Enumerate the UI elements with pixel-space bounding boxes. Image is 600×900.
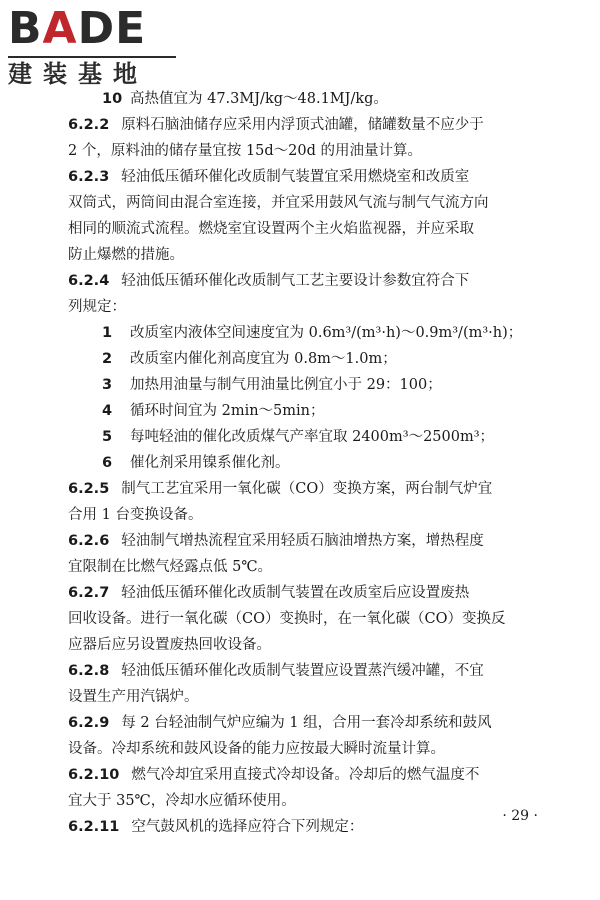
clause-line: [68, 528, 540, 554]
list-item: [68, 86, 540, 112]
clause-number: 6.2.4: [68, 273, 110, 289]
item-number: 2: [102, 351, 113, 367]
bade-logo: [6, 4, 176, 88]
list-item: [68, 372, 540, 398]
clause-line: [68, 476, 540, 502]
line-text: 宜大于 35℃，冷却水应循环使用。: [68, 793, 296, 809]
line-text: 2 个，原料油的储存量宜按 15d～20d 的用油量计算。: [68, 143, 423, 159]
line-text: 防止爆燃的措施。: [68, 247, 184, 263]
item-number: 10: [102, 91, 123, 107]
continuation-line: [68, 242, 540, 268]
continuation-line: [68, 190, 540, 216]
clause-number: 6.2.10: [68, 767, 120, 783]
continuation-line: [68, 684, 540, 710]
list-item: [68, 398, 540, 424]
line-text: 催化剂采用镍系催化剂。: [130, 455, 290, 471]
line-text: 轻油低压循环催化改质制气装置宜采用燃烧室和改质室: [121, 169, 470, 185]
logo-red-a: A: [42, 3, 78, 54]
clause-line: [68, 164, 540, 190]
page-number: · 29 ·: [502, 808, 538, 824]
item-number: 1: [102, 325, 113, 341]
line-text: 轻油制气增热流程宜采用轻质石脑油增热方案，增热程度: [121, 533, 484, 549]
line-text: 宜限制在比燃气烃露点低 5℃。: [68, 559, 273, 575]
line-text: 轻油低压循环催化改质制气装置应设置蒸汽缓冲罐，不宜: [121, 663, 484, 679]
logo-divider: [8, 56, 176, 58]
line-text: 高热值宜为 47.3MJ/kg～48.1MJ/kg。: [130, 91, 388, 107]
continuation-line: [68, 632, 540, 658]
continuation-line: [68, 138, 540, 164]
continuation-line: [68, 788, 540, 814]
line-text: 应器后应另设置废热回收设备。: [68, 637, 271, 653]
document-body: [68, 86, 540, 840]
line-text: 空气鼓风机的选择应符合下列规定：: [131, 819, 364, 835]
clause-number: 6.2.9: [68, 715, 110, 731]
clause-line: [68, 112, 540, 138]
continuation-line: [68, 606, 540, 632]
logo-wordmark: BADE: [8, 3, 147, 54]
list-item: [68, 346, 540, 372]
clause-line: [68, 762, 540, 788]
list-item: [68, 424, 540, 450]
clause-line: [68, 710, 540, 736]
line-text: 每吨轻油的催化改质煤气产率宜取 2400m³～2500m³；: [130, 429, 495, 445]
continuation-line: [68, 502, 540, 528]
item-number: 6: [102, 455, 113, 471]
line-text: 加热用油量与制气用油量比例宜小于 29：100；: [130, 377, 442, 393]
list-item: [68, 450, 540, 476]
clause-line: [68, 814, 540, 840]
clause-number: 6.2.3: [68, 169, 110, 185]
clause-number: 6.2.6: [68, 533, 110, 549]
line-text: 设置生产用汽锅炉。: [68, 689, 199, 705]
continuation-line: [68, 216, 540, 242]
clause-number: 6.2.7: [68, 585, 110, 601]
line-text: 每 2 台轻油制气炉应编为 1 组，合用一套冷却系统和鼓风: [121, 715, 492, 731]
line-text: 设备。冷却系统和鼓风设备的能力应按最大瞬时流量计算。: [68, 741, 445, 757]
item-number: 4: [102, 403, 113, 419]
clause-number: 6.2.2: [68, 117, 110, 133]
line-text: 双筒式，两筒间由混合室连接，并宜采用鼓风气流与制气气流方向: [68, 195, 489, 211]
clause-number: 6.2.5: [68, 481, 110, 497]
line-text: 回收设备。进行一氧化碳（CO）变换时，在一氧化碳（CO）变换反: [68, 611, 506, 627]
line-text: 改质室内催化剂高度宜为 0.8m～1.0m；: [130, 351, 397, 367]
line-text: 改质室内液体空间速度宜为 0.6m³/(m³·h)～0.9m³/(m³·h)；: [130, 325, 523, 341]
continuation-line: [68, 554, 540, 580]
line-text: 相同的顺流式流程。燃烧室宜设置两个主火焰监视器，并应采取: [68, 221, 474, 237]
line-text: 列规定：: [68, 299, 126, 315]
item-number: 5: [102, 429, 113, 445]
line-text: 合用 1 台变换设备。: [68, 507, 203, 523]
clause-number: 6.2.8: [68, 663, 110, 679]
item-number: 3: [102, 377, 113, 393]
continuation-line: [68, 736, 540, 762]
clause-number: 6.2.11: [68, 819, 120, 835]
clause-line: [68, 658, 540, 684]
clause-line: [68, 580, 540, 606]
line-text: 原料石脑油储存应采用内浮顶式油罐，储罐数量不应少于: [121, 117, 484, 133]
line-text: 燃气冷却宜采用直接式冷却设备。冷却后的燃气温度不: [131, 767, 480, 783]
continuation-line: [68, 294, 540, 320]
list-item: [68, 320, 540, 346]
line-text: 循环时间宜为 2min～5min；: [130, 403, 325, 419]
line-text: 轻油低压循环催化改质制气工艺主要设计参数宜符合下: [121, 273, 470, 289]
line-text: 轻油低压循环催化改质制气装置在改质室后应设置废热: [121, 585, 470, 601]
line-text: 制气工艺宜采用一氧化碳（CO）变换方案，两台制气炉宜: [121, 481, 493, 497]
logo-subtitle: 建装基地: [8, 60, 148, 88]
clause-line: [68, 268, 540, 294]
